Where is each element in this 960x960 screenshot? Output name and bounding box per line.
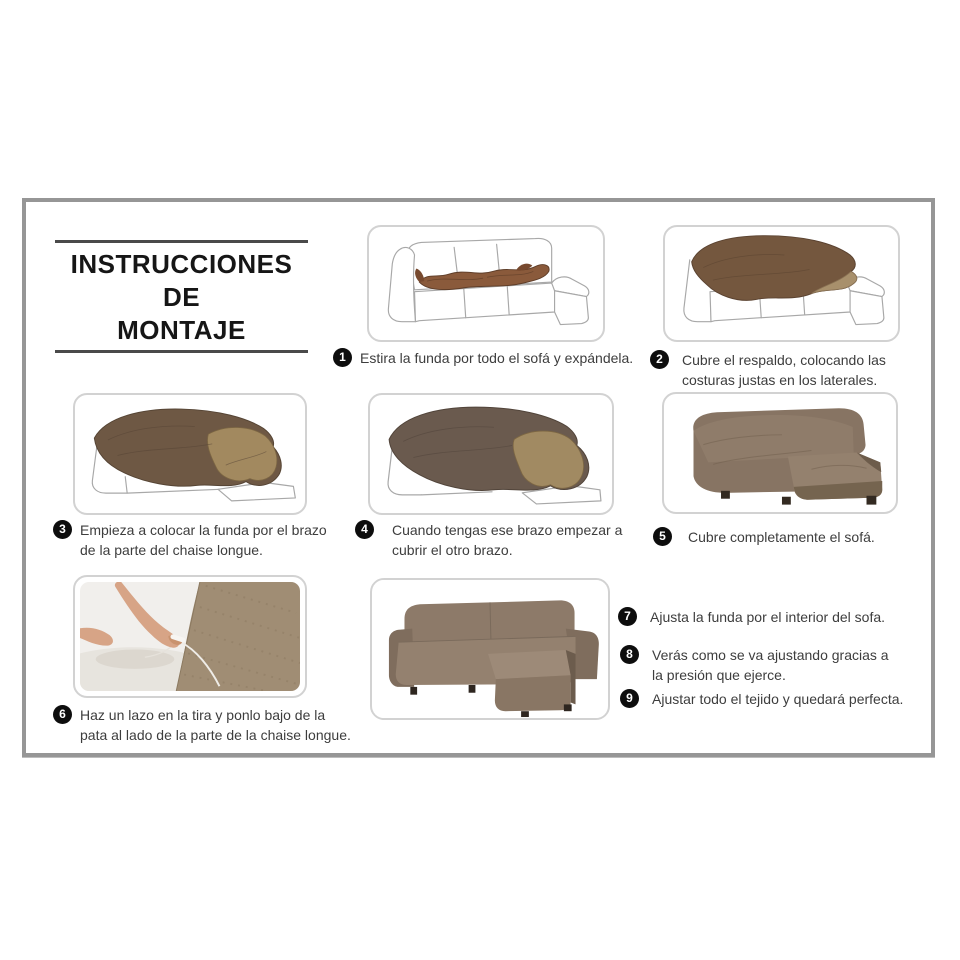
finished-sofa-photo-box bbox=[370, 578, 610, 720]
step-6-text-line-1: Haz un lazo en la tira y ponlo bajo de la bbox=[80, 707, 326, 723]
step-7-number-badge: 7 bbox=[618, 607, 637, 626]
title-bottom-rule bbox=[55, 350, 308, 353]
step-2-text-line-2: costuras justas en los laterales. bbox=[682, 372, 878, 388]
step-7-text: Ajusta la funda por el interior del sofa. bbox=[650, 609, 886, 625]
page-title bbox=[55, 248, 308, 347]
step-7-caption bbox=[618, 607, 885, 627]
sofa-fully-covered-icon bbox=[664, 394, 896, 512]
step-8-number-badge: 8 bbox=[620, 645, 639, 664]
step-3-text-line-2: de la parte del chaise longue. bbox=[80, 542, 263, 558]
step-2-illustration-box bbox=[663, 225, 900, 342]
step-8-caption bbox=[620, 645, 889, 685]
sofa-cover-over-chaise-arm-icon bbox=[75, 395, 305, 513]
step-3-number-badge: 3 bbox=[53, 520, 72, 539]
step-1-text: Estira la funda por todo el sofá y expándela. bbox=[360, 350, 634, 366]
step-1-caption bbox=[333, 348, 633, 368]
step-2-text-line-1: Cubre el respaldo, colocando las bbox=[682, 352, 886, 368]
bordered-instruction-panel bbox=[22, 198, 935, 757]
step-5-number-badge: 5 bbox=[653, 527, 672, 546]
title-top-rule bbox=[55, 240, 308, 243]
step-6-photo-box bbox=[73, 575, 307, 698]
step-6-number-badge: 6 bbox=[53, 705, 72, 724]
step-3-illustration-box bbox=[73, 393, 307, 515]
step-3-caption bbox=[53, 520, 327, 560]
step-1-illustration-box bbox=[367, 225, 605, 342]
sofa-outline-cover-folded-icon bbox=[369, 227, 603, 340]
step-5-text: Cubre completamente el sofá. bbox=[688, 529, 875, 545]
step-1-number-badge: 1 bbox=[333, 348, 352, 367]
step-4-caption bbox=[355, 520, 622, 560]
page-title-line-1: INSTRUCCIONES bbox=[70, 249, 293, 279]
step-4-number-badge: 4 bbox=[355, 520, 374, 539]
step-5-illustration-box bbox=[662, 392, 898, 514]
sofa-cover-over-other-arm-icon bbox=[370, 395, 612, 513]
step-9-number-badge: 9 bbox=[620, 689, 639, 708]
step-6-caption bbox=[53, 705, 351, 745]
page-title-line-2: DE bbox=[162, 282, 201, 312]
page-title-line-3: MONTAJE bbox=[117, 315, 246, 345]
step-5-caption bbox=[653, 527, 875, 547]
step-4-text-line-2: cubrir el otro brazo. bbox=[392, 542, 513, 558]
step-4-illustration-box bbox=[368, 393, 614, 515]
step-8-text-line-2: la presión que ejerce. bbox=[652, 667, 786, 683]
hand-tying-strap-photo-icon bbox=[80, 582, 300, 691]
sofa-cover-over-backrest-icon bbox=[665, 227, 898, 340]
step-8-text-line-1: Verás como se va ajustando gracias a bbox=[652, 647, 889, 663]
step-2-caption bbox=[650, 350, 886, 390]
step-6-photo bbox=[80, 582, 300, 691]
step-6-text-line-2: pata al lado de la parte de la chaise longue. bbox=[80, 727, 351, 743]
step-4-text-line-1: Cuando tengas ese brazo empezar a bbox=[392, 522, 623, 538]
finished-covered-sofa-photo-icon bbox=[372, 580, 608, 718]
step-3-text-line-1: Empieza a colocar la funda por el brazo bbox=[80, 522, 327, 538]
step-9-text: Ajustar todo el tejido y quedará perfecta. bbox=[652, 691, 904, 707]
step-2-number-badge: 2 bbox=[650, 350, 669, 369]
step-9-caption bbox=[620, 689, 903, 709]
